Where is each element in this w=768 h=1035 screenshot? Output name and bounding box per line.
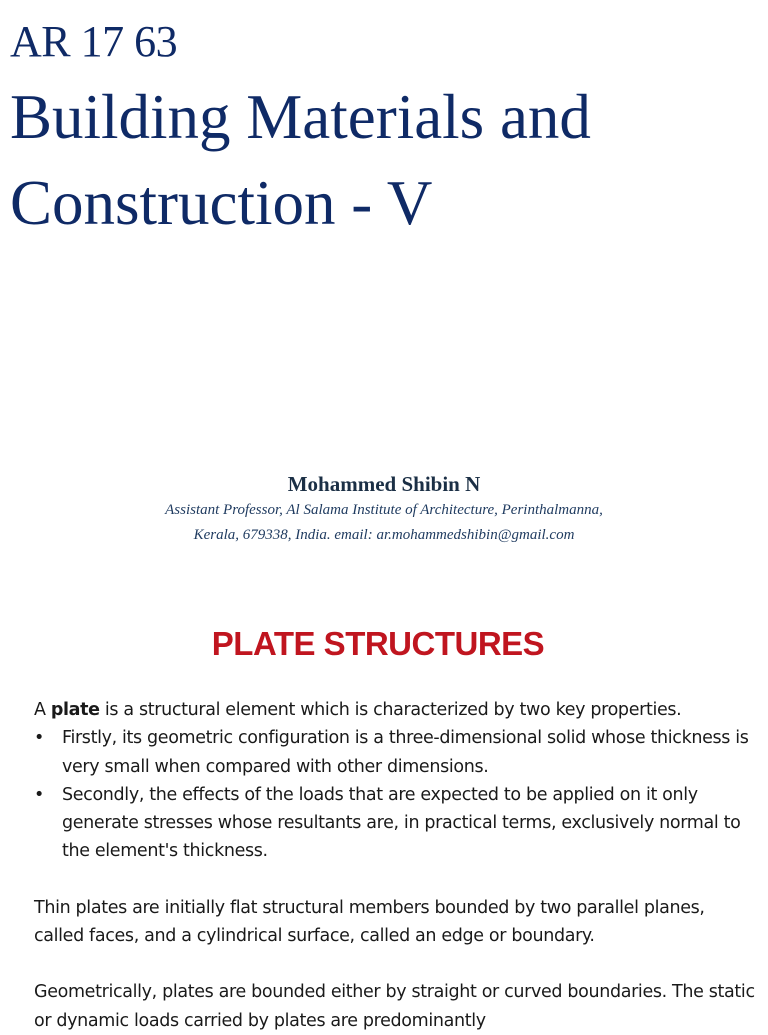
author-affiliation-line1: Assistant Professor, Al Salama Institute of Architecture, Perinthalmanna, [165, 502, 603, 518]
intro-suffix: is a structural element which is characterized by two key properties. [99, 700, 682, 720]
author-affiliation-line2: Kerala, 679338, India. email: ar.mohammedshibin@gmail.com [193, 527, 575, 543]
course-title: Building Materials and Construction - V [10, 82, 591, 238]
author-name: Mohammed Shibin N [287, 472, 481, 496]
bullet-icon: • [34, 728, 44, 749]
intro-paragraph [34, 696, 758, 724]
paragraph-geometry: Geometrically, plates are bounded either by straight or curved boundaries. The static or dynamic loads carried by plates are predominantly [34, 982, 755, 1031]
section-heading: PLATE STRUCTURES [211, 625, 545, 662]
course-code: AR 17 63 [10, 17, 178, 66]
paragraph-thin-plates: Thin plates are initially flat structural members bounded by two parallel planes, called faces, and a cylindrical surface, called an edge or boundary. [34, 897, 705, 947]
intro-prefix: A [34, 700, 51, 720]
section-body [34, 696, 758, 1035]
author-block [0, 470, 768, 548]
list-item [34, 724, 758, 781]
list-item-text: Firstly, its geometric configuration is a three-dimensional solid whose thickness is very small when compared with other dimensions. [62, 728, 749, 777]
intro-bold-term: plate [50, 700, 100, 720]
list-item-text: Secondly, the effects of the loads that are expected to be applied on it only generate stresses whose resultants are, in practical terms, exclusively normal to the element's thickness. [62, 784, 741, 862]
properties-list [34, 724, 758, 865]
bullet-icon: • [34, 784, 44, 805]
list-item [34, 781, 758, 866]
